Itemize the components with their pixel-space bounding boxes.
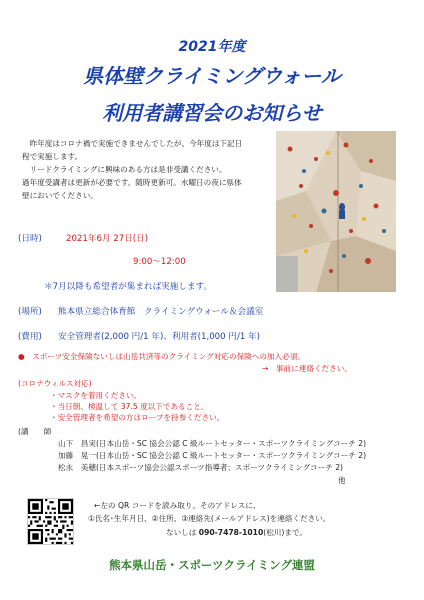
covid-item-3: ・安全管理者を希望の方はロープを持参ください。	[50, 413, 225, 422]
venue-text: 熊本県立総合体育館 クライミングウォール＆会議室	[58, 307, 264, 317]
intro-line-1: 昨年度はコロナ禍で実施できませんでしたが、今年度は下記日	[22, 139, 243, 148]
intro-line-2: 程で実施します。	[22, 152, 83, 161]
climbing-wall-photo	[276, 131, 396, 292]
main-title: 県体壁クライミングウォール	[83, 64, 341, 88]
schedule-note: ＊7月以降も希望者が集まれば実施します。	[44, 282, 213, 292]
contact-line-2: ①氏名･生年月日、②住所、③連絡先(メールアドレス)を連絡ください。	[88, 514, 331, 523]
covid-heading: (コロナウィルス対応)	[18, 379, 92, 388]
fee-text: 安全管理者(2,000 円/1 年)、利用者(1,000 円/1 年)	[58, 332, 260, 342]
qr-code-icon	[28, 499, 73, 544]
fee-label: (費用)	[18, 332, 42, 342]
subtitle: 利用者講習会のお知らせ	[102, 101, 322, 125]
intro-line-5: 壁においでください。	[22, 191, 98, 200]
qr-code[interactable]	[27, 498, 74, 545]
schedule-label: (日時)	[18, 234, 42, 244]
covid-item-1: ・マスクを着用ください。	[50, 391, 142, 400]
intro-line-4: 過年度受講者は更新が必要です。随時更新可。水曜日の夜に県体	[22, 178, 242, 187]
instructors-heading: (講 師	[18, 427, 52, 436]
instructor-row-2: 加藤 晃一(日本山岳・SC 協会公認 C 級ルートセッター・スポーツクライミングコーチ 2)	[58, 451, 367, 460]
venue-label: (場所)	[18, 307, 42, 317]
contact-prefix: ないしは	[166, 528, 197, 537]
year-title: 2021年度	[178, 39, 246, 55]
intro-line-3: リードクライミングに興味のある方は是非受講ください。	[22, 165, 227, 174]
insurance-notice: ● スポーツ安全保険ないしは山岳共済等のクライミング対応の保険への加入必須。	[18, 352, 305, 361]
contact-line-1: ←左の QR コードを読み取り、そのアドレスに、	[94, 501, 261, 510]
contact-line-3	[166, 527, 307, 538]
climbing-wall-image	[276, 131, 396, 292]
instructors-etc: 他	[338, 476, 346, 485]
contact-suffix: (松川)まで。	[263, 528, 307, 537]
schedule-date: 2021年6月 27日(日)	[66, 234, 149, 244]
phone-number[interactable]: 090-7478-1010	[198, 528, 264, 537]
instructor-row-1: 山下 昌実(日本山岳・SC 協会公認 C 級ルートセッター・スポーツクライミングコーチ 2)	[58, 439, 367, 448]
schedule-time: 9:00～12:00	[133, 257, 186, 267]
instructor-row-3: 松永 美穂(日本スポーツ協会公認スポーツ指導者；スポーツクライミングコーチ 2)	[58, 463, 344, 472]
covid-item-2: ・当日朝、検温して 37.5 度以下であること。	[50, 402, 209, 411]
insurance-contact: → 事前に連絡ください。	[262, 364, 352, 373]
footer-organization: 熊本県山岳・スポーツクライミング連盟	[109, 558, 315, 572]
